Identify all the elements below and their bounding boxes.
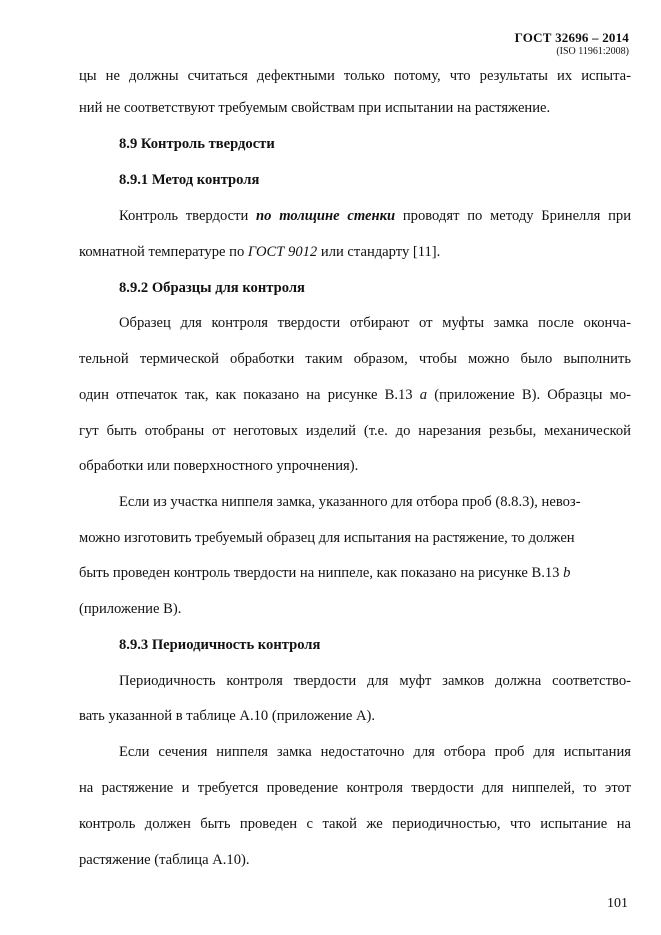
text-run: один отпечаток так, как показано на рисунке В.13 — [79, 387, 420, 403]
page-number: 101 — [607, 896, 628, 911]
figure-label: а — [419, 387, 428, 403]
text-line: тельной термической обработки таким образом, чтобы можно было выполнить — [79, 351, 631, 367]
text-line: (приложение В). — [79, 601, 182, 617]
text-run: быть проведен контроль твердости на ниппеле, как показано на рисунке В.13 — [79, 565, 564, 581]
text-line: цы не должны считаться дефектными только потому, что результаты их испыта- — [79, 68, 631, 84]
text-line — [119, 208, 631, 225]
text-run: проводят по методу Бринелля при — [395, 208, 632, 224]
subsection-heading: 8.9.2 Образцы для контроля — [119, 280, 305, 296]
text-line — [79, 565, 570, 582]
text-line: гут быть отобраны от неготовых изделий (т.е. до нарезания резьбы, механической — [79, 423, 631, 439]
emphasis-text: по толщине стенки — [256, 208, 396, 224]
figure-label: b — [563, 565, 571, 581]
text-line: Если сечения ниппеля замка недостаточно для отбора проб для испытания — [119, 744, 631, 760]
subsection-heading: 8.9.3 Периодичность контроля — [119, 637, 321, 653]
text-line: обработки или поверхностного упрочнения). — [79, 458, 359, 474]
text-run: или стандарту [11]. — [317, 244, 441, 260]
text-line: растяжение (таблица А.10). — [79, 852, 250, 868]
header-standard: ГОСТ 32696 – 2014 — [514, 30, 629, 45]
text-line: Периодичность контроля твердости для муфт замков должна соответство- — [119, 673, 631, 689]
text-line: Образец для контроля твердости отбирают от муфты замка после оконча- — [119, 315, 631, 331]
text-line — [79, 387, 631, 404]
text-run: (приложение В). Образцы мо- — [427, 387, 631, 403]
text-run: Контроль твердости — [119, 208, 257, 224]
text-line: вать указанной в таблице А.10 (приложение А). — [79, 708, 375, 724]
text-line: можно изготовить требуемый образец для испытания на растяжение, то должен — [79, 530, 575, 546]
header-iso: (ISO 11961:2008) — [556, 46, 629, 57]
text-line: Если из участка ниппеля замка, указанного для отбора проб (8.8.3), невоз- — [119, 494, 581, 510]
text-line — [79, 244, 440, 261]
text-line: ний не соответствуют требуемым свойствам при испытании на растяжение. — [79, 100, 551, 116]
section-heading: 8.9 Контроль твердости — [119, 136, 275, 152]
text-run: комнатной температуре по — [79, 244, 248, 260]
subsection-heading: 8.9.1 Метод контроля — [119, 172, 260, 188]
text-line: контроль должен быть проведен с такой же периодичностью, что испытание на — [79, 816, 631, 832]
text-line: на растяжение и требуется проведение контроля твердости для ниппелей, то этот — [79, 780, 631, 796]
standard-reference: ГОСТ 9012 — [247, 244, 318, 260]
